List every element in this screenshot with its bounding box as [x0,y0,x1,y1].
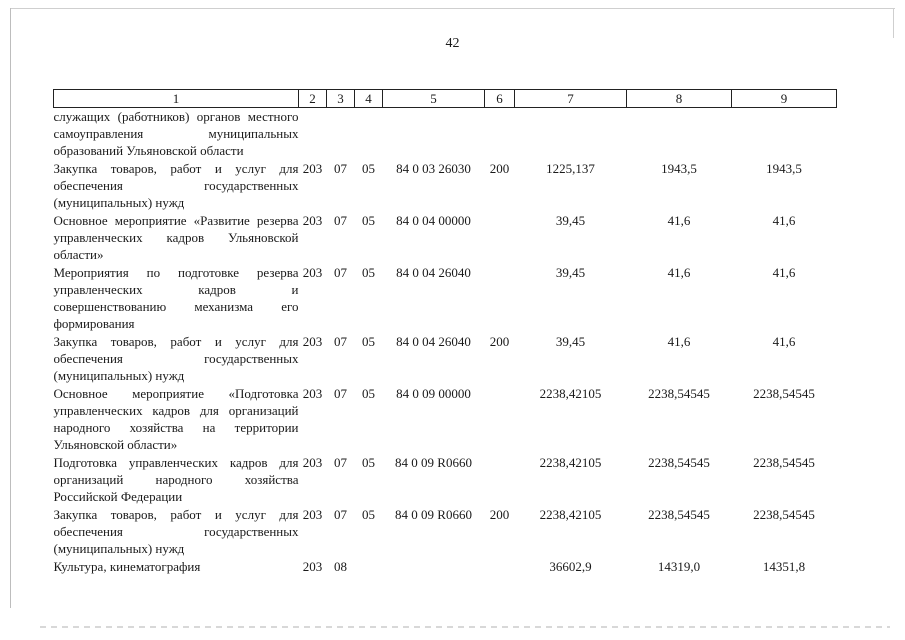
cell-amount-9 [732,108,837,161]
cell-amount-8: 2238,54545 [648,507,710,522]
cell-expense-type [485,558,515,576]
cell-amount-9: 41,6 [772,213,796,228]
cell-amount-7: 39,45 [555,213,586,228]
cell-section: 07 [334,213,347,228]
cell-section: 07 [334,161,347,176]
cell-amount-7: 1225,137 [546,161,595,176]
cell-amount-9: 14351,8 [762,559,806,574]
cell-section: 08 [334,559,347,574]
row-name: служащих (работников) органов местного самоуправления муниципальных образований Ульяновской области [53,109,299,158]
cell-amount-7: 36602,9 [549,559,592,574]
cell-section: 07 [334,507,347,522]
cell-amount-8: 41,6 [667,265,691,280]
row-name: Мероприятия по подготовке резерва управленческих кадров и совершенствованию механизма его формирования [53,265,299,331]
cell-subsection: 05 [362,507,375,522]
cell-section: 07 [334,334,347,349]
cell-target-code: 84 0 03 26030 [396,161,471,176]
col-header-5: 5 [383,90,485,108]
cell-section: 07 [334,265,347,280]
cell-amount-7: 2238,42105 [539,455,602,470]
cell-ministry: 203 [302,213,323,228]
table-row [54,108,837,161]
cell-subsection: 05 [362,161,375,176]
cell-amount-8: 2238,54545 [648,455,710,470]
cell-amount-7: 2238,42105 [539,507,602,522]
cell-subsection: 05 [362,455,375,470]
row-name: Закупка товаров, работ и услуг для обеспечения государственных (муниципальных) нужд [53,161,299,210]
cell-ministry: 203 [302,455,323,470]
cell-ministry [299,108,327,161]
cell-subsection: 05 [362,386,375,401]
cell-ministry: 203 [302,161,323,176]
cell-ministry: 203 [302,507,323,522]
cell-amount-8: 2238,54545 [648,386,710,401]
cell-section: 07 [334,386,347,401]
table-row [54,333,837,385]
table-header-row [54,90,837,108]
table-row [54,454,837,506]
cell-ministry: 203 [302,334,323,349]
cell-subsection [355,558,383,576]
col-header-7: 7 [515,90,627,108]
cell-amount-9: 41,6 [772,265,796,280]
cell-subsection: 05 [362,334,375,349]
cell-amount-9: 2238,54545 [753,455,815,470]
row-name: Закупка товаров, работ и услуг для обеспечения государственных (муниципальных) нужд [53,334,299,383]
cell-expense-type: 200 [489,334,510,349]
col-header-9: 9 [732,90,837,108]
cell-amount-9: 1943,5 [766,161,802,176]
scan-edge-artifact [40,626,890,628]
cell-amount-7: 2238,42105 [539,386,602,401]
cell-amount-7: 39,45 [555,265,586,280]
col-header-2: 2 [299,90,327,108]
cell-expense-type: 200 [489,161,510,176]
table-row [54,264,837,333]
cell-amount-8 [627,108,732,161]
cell-amount-8: 14319,0 [657,559,701,574]
page-frame-right [893,8,894,38]
row-name: Закупка товаров, работ и услуг для обеспечения государственных (муниципальных) нужд [53,507,299,556]
page-frame-left [10,8,11,608]
cell-amount-9: 41,6 [772,334,796,349]
cell-section [327,108,355,161]
col-header-3: 3 [327,90,355,108]
cell-ministry: 203 [302,559,323,574]
col-header-1: 1 [54,90,299,108]
cell-target-code: 84 0 04 26040 [396,265,471,280]
cell-subsection: 05 [362,213,375,228]
cell-target-code: 84 0 09 00000 [396,386,471,401]
cell-expense-type [485,264,515,333]
row-name: Подготовка управленческих кадров для организаций народного хозяйства Российской Федерации [53,455,299,504]
table-row [54,385,837,454]
table-row [54,506,837,558]
table-row [54,558,837,576]
cell-amount-7: 39,45 [555,334,586,349]
cell-target-code: 84 0 09 R0660 [395,455,472,470]
table-row [54,212,837,264]
cell-section: 07 [334,455,347,470]
cell-target-code: 84 0 09 R0660 [395,507,472,522]
cell-ministry: 203 [302,386,323,401]
col-header-8: 8 [627,90,732,108]
cell-expense-type: 200 [489,507,510,522]
page-number: 42 [445,36,460,51]
col-header-6: 6 [485,90,515,108]
cell-target-code [383,558,485,576]
cell-expense-type [485,454,515,506]
cell-subsection: 05 [362,265,375,280]
cell-amount-7 [515,108,627,161]
cell-amount-8: 41,6 [667,334,691,349]
table-row [54,160,837,212]
cell-ministry: 203 [302,265,323,280]
col-header-4: 4 [355,90,383,108]
row-name: Культура, кинематография [53,559,201,574]
cell-amount-8: 1943,5 [661,161,697,176]
cell-amount-9: 2238,54545 [753,507,815,522]
cell-target-code [383,108,485,161]
page-frame-top [10,8,895,9]
cell-subsection [355,108,383,161]
cell-target-code: 84 0 04 00000 [396,213,471,228]
cell-expense-type [485,108,515,161]
row-name: Основное мероприятие «Подготовка управленческих кадров для организаций народного хозяйства на территории Ульяновской области» [53,386,299,452]
cell-amount-9: 2238,54545 [753,386,815,401]
row-name: Основное мероприятие «Развитие резерва управленческих кадров Ульяновской области» [53,213,299,262]
cell-expense-type [485,212,515,264]
cell-expense-type [485,385,515,454]
cell-target-code: 84 0 04 26040 [396,334,471,349]
budget-table [53,89,837,576]
cell-amount-8: 41,6 [667,213,691,228]
